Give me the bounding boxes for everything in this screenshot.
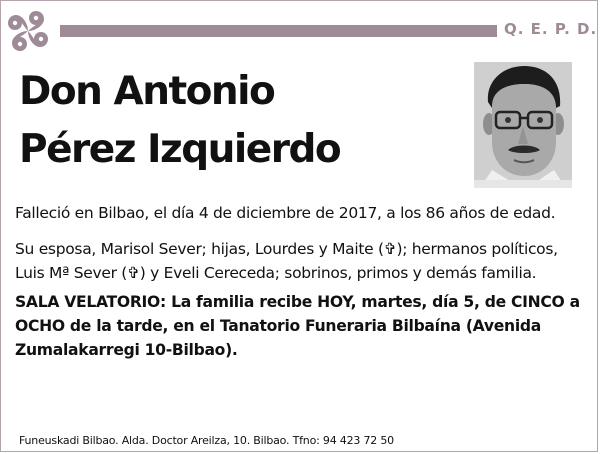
- name-line-2: Pérez Izquierdo: [19, 127, 341, 172]
- header-bar: [1, 1, 599, 57]
- death-details: Falleció en Bilbao, el día 4 de diciembre de 2017, a los 86 años de edad.: [15, 204, 556, 222]
- notice-body: [15, 201, 590, 374]
- qepd-label: Q. E. P. D.: [504, 20, 598, 38]
- family-list: Su esposa, Marisol Sever; hijas, Lourdes y Maite (✞); hermanos políticos, Luis Mª Sever (✞) y Eveli Cereceda; sobrinos, primos y demás familia.: [15, 240, 558, 282]
- decorative-band: [60, 25, 497, 37]
- funeral-home-footer: Funeuskadi Bilbao. Alda. Doctor Areilza, 10. Bilbao. Tfno: 94 423 72 50: [19, 434, 394, 447]
- lauburu-icon: [6, 9, 50, 53]
- wake-information: SALA VELATORIO: La familia recibe HOY, martes, día 5, de CINCO a OCHO de la tarde, en el Tanatorio Funeraria Bilbaína (Avenida Zumalakarregi 10-Bilbao).: [15, 293, 580, 359]
- name-line-1: Don Antonio: [19, 69, 275, 114]
- portrait-illustration: [474, 62, 572, 188]
- portrait-photo: [474, 62, 572, 188]
- deceased-name: [19, 63, 340, 179]
